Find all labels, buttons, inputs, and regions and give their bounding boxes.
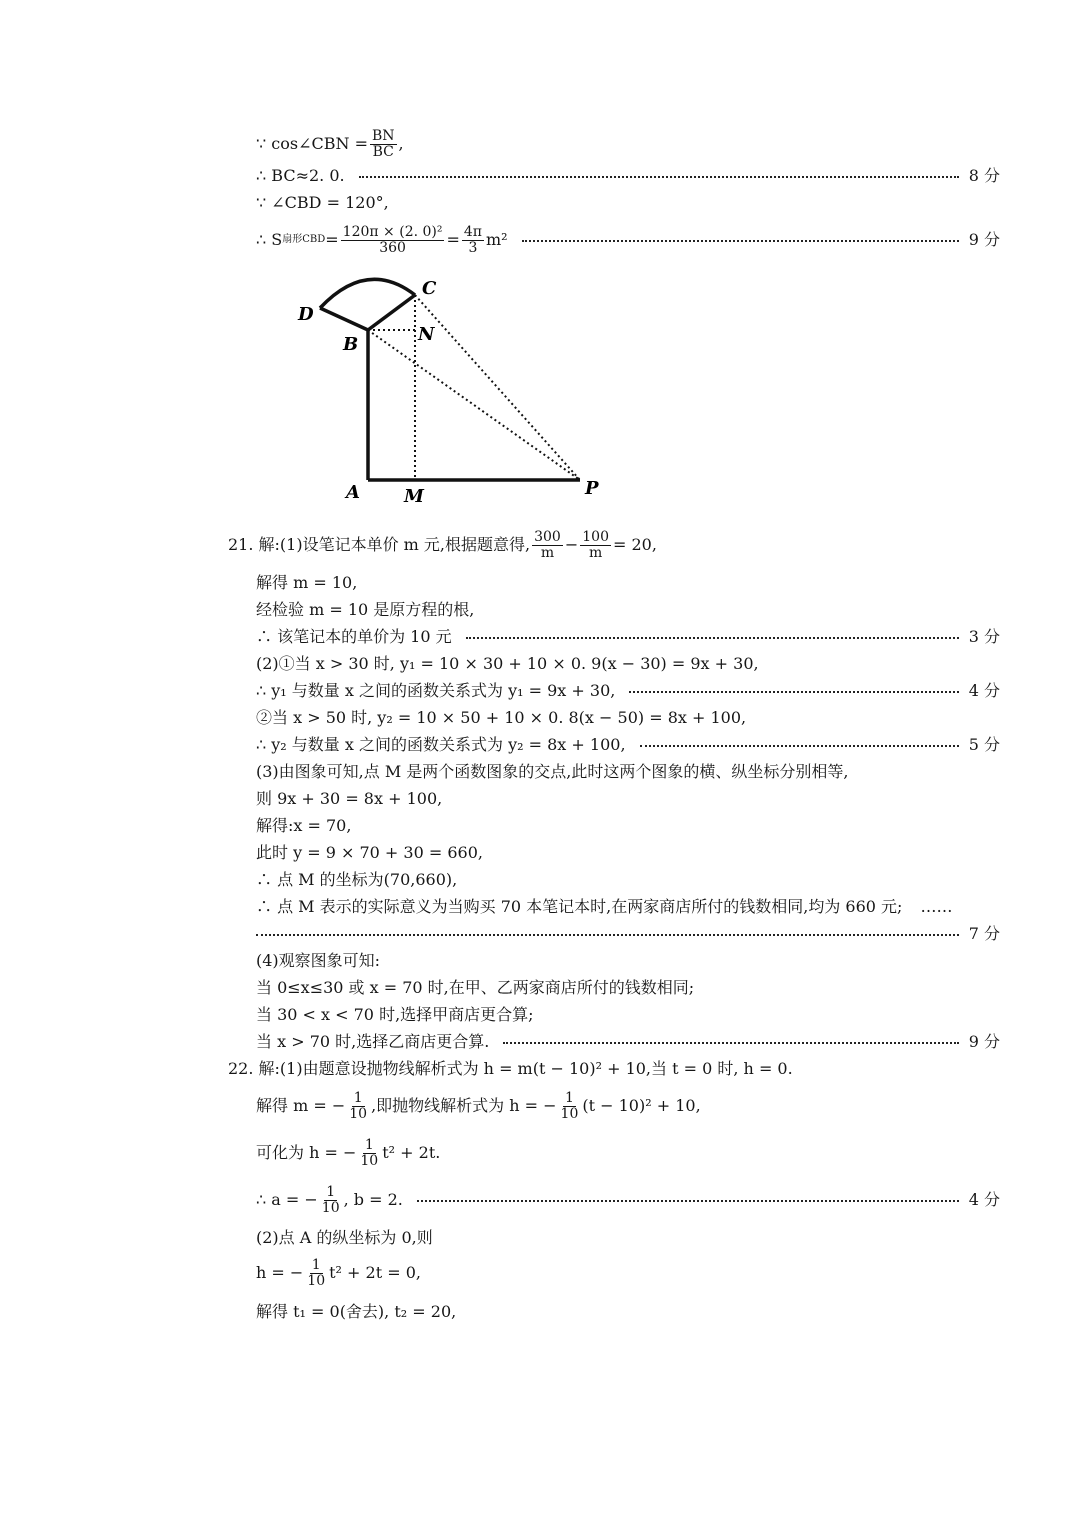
q22-header — [228, 1059, 1000, 1079]
q21-line — [256, 816, 1000, 836]
segment-cp — [415, 295, 580, 480]
denominator: 10 — [360, 1152, 379, 1169]
fraction-1-10 — [358, 1138, 380, 1169]
q21-line — [256, 762, 1000, 782]
leader-dots — [359, 174, 959, 178]
q22-line — [256, 1135, 1000, 1171]
q21-line — [256, 789, 1000, 809]
q21-line — [256, 924, 1000, 944]
segment-db — [320, 308, 368, 330]
text: ∴ y₂ 与数量 x 之间的函数关系式为 y₂ = 8x + 100, — [256, 735, 626, 754]
numerator: BN — [371, 127, 395, 144]
text: , b = 2. — [343, 1190, 403, 1209]
denominator: BC — [372, 143, 394, 160]
denominator: m — [540, 544, 555, 561]
numerator: 4π — [463, 223, 482, 240]
fraction-1-10 — [347, 1091, 369, 1122]
leader-dots — [256, 932, 959, 936]
text: h = − — [256, 1263, 304, 1282]
text: ∴ 该笔记本的单价为 10 元 — [256, 627, 452, 646]
text: 此时 y = 9 × 70 + 30 = 660, — [256, 843, 483, 862]
q21-line — [256, 1005, 1000, 1025]
text: t² + 2t = 0, — [329, 1263, 421, 1282]
leader-dots — [466, 635, 959, 639]
label-m: M — [404, 486, 424, 507]
geometry-figure — [290, 268, 620, 518]
numerator: 1 — [565, 1089, 574, 1106]
text: 当 0≤x≤30 或 x = 70 时,在甲、乙两家商店所付的钱数相同; — [256, 978, 695, 997]
text: (2)①当 x > 30 时, y₁ = 10 × 30 + 10 × 0. 9(x − 30) = 9x + 30, — [256, 654, 759, 673]
label-a: A — [346, 482, 360, 503]
score-label: 4 分 — [968, 1190, 1000, 1209]
text: 当 x > 70 时,选择乙商店更合算. — [256, 1032, 490, 1051]
label-b: B — [343, 334, 359, 355]
score-label: 9 分 — [968, 230, 1000, 249]
label-c: C — [422, 278, 437, 299]
denominator: 3 — [468, 239, 478, 256]
fraction-bn-bc — [370, 129, 397, 160]
score-label: 7 分 — [968, 924, 1000, 943]
denominator: 10 — [321, 1199, 340, 1216]
text: − — [564, 535, 579, 554]
text: 解得:x = 70, — [256, 816, 352, 835]
line-angle-cbd — [256, 193, 1000, 213]
text: ∴ y₁ 与数量 x 之间的函数关系式为 y₁ = 9x + 30, — [256, 681, 616, 700]
q21-line — [256, 978, 1000, 998]
numerator: 300 — [534, 528, 561, 545]
line-sector-area — [256, 222, 1000, 258]
text: 则 9x + 30 = 8x + 100, — [256, 789, 443, 808]
q21-line — [256, 897, 1000, 917]
q21-header — [228, 527, 1000, 563]
numerator: 120π × (2. 0)² — [342, 223, 443, 240]
fraction-4pi-3 — [462, 225, 484, 256]
text: (3)由图象可知,点 M 是两个函数图象的交点,此时这两个图象的横、纵坐标分别相等, — [256, 762, 849, 781]
q22-line — [256, 1302, 1000, 1322]
segment-bp — [368, 330, 580, 480]
q21-line — [256, 843, 1000, 863]
numerator: 1 — [353, 1089, 363, 1106]
text: (2)点 A 的纵坐标为 0,则 — [256, 1228, 433, 1247]
fraction-300-m — [532, 530, 563, 561]
numerator: 100 — [582, 528, 609, 545]
q22-line — [256, 1182, 1000, 1218]
leader-dots — [503, 1040, 958, 1044]
numerator: 1 — [364, 1136, 374, 1153]
q21-line — [256, 654, 1000, 674]
text: 当 30 < x < 70 时,选择甲商店更合算; — [256, 1005, 534, 1024]
leader-dots — [629, 689, 958, 693]
text: 可化为 h = − — [256, 1143, 357, 1162]
text: = 20, — [612, 535, 657, 554]
text: 22. 解:(1)由题意设抛物线解析式为 h = m(t − 10)² + 10,当 t = 0 时, h = 0. — [228, 1059, 793, 1078]
denominator: 360 — [379, 239, 406, 256]
text: 解得 t₁ = 0(舍去), t₂ = 20, — [256, 1302, 457, 1321]
leader-dots — [522, 238, 959, 242]
text: 解得 m = 10, — [256, 573, 358, 592]
text: 解得 m = − — [256, 1096, 346, 1115]
text: ∴ 点 M 的坐标为(70,660), — [256, 870, 458, 889]
text: 经检验 m = 10 是原方程的根, — [256, 600, 475, 619]
subscript: 扇形CBD — [282, 234, 326, 245]
leader-dots — [417, 1198, 959, 1202]
line-cos-cbn — [256, 126, 1000, 162]
q21-line — [256, 681, 1000, 701]
fraction-sector — [341, 225, 445, 256]
text: ∵ cos∠CBN = — [256, 134, 368, 153]
text: 21. 解:(1)设笔记本单价 m 元,根据题意得, — [228, 535, 531, 554]
text: , — [398, 134, 404, 153]
score-label: 3 分 — [968, 627, 1000, 646]
denominator: 10 — [349, 1105, 368, 1122]
q22-line — [256, 1088, 1000, 1124]
denominator: m — [588, 544, 603, 561]
q21-line — [256, 870, 1000, 890]
numerator: 1 — [326, 1183, 336, 1200]
label-d: D — [298, 304, 314, 325]
score-label: 8 分 — [968, 166, 1000, 185]
text: ∵ ∠CBD = 120°, — [256, 193, 389, 212]
text: = — [325, 230, 339, 249]
fraction-100-m — [580, 530, 611, 561]
denominator: 10 — [560, 1105, 579, 1122]
text: = — [446, 230, 460, 249]
text: t² + 2t. — [382, 1143, 441, 1162]
denominator: 10 — [307, 1272, 326, 1289]
text: …… — [920, 897, 953, 916]
q21-line — [256, 951, 1000, 971]
text: ∴ a = − — [256, 1190, 318, 1209]
text: (4)观察图象可知: — [256, 951, 381, 970]
text: ∴ 点 M 表示的实际意义为当购买 70 本笔记本时,在两家商店所付的钱数相同,均为 660 元; — [256, 897, 903, 916]
text: ,即抛物线解析式为 h = − — [371, 1096, 557, 1115]
q21-line — [256, 600, 1000, 620]
q22-line — [256, 1228, 1000, 1248]
text: ∴ BC≈2. 0. — [256, 166, 345, 185]
segment-bc — [368, 295, 415, 330]
fraction-1-10 — [559, 1091, 581, 1122]
q21-line — [256, 1032, 1000, 1052]
score-label: 4 分 — [968, 681, 1000, 700]
label-n: N — [418, 324, 435, 345]
score-label: 9 分 — [968, 1032, 1000, 1051]
line-bc — [256, 166, 1000, 186]
label-p: P — [585, 478, 599, 499]
q22-line — [256, 1255, 1000, 1291]
numerator: 1 — [311, 1256, 321, 1273]
q21-line — [256, 708, 1000, 728]
text: m² — [486, 230, 508, 249]
q21-line — [256, 573, 1000, 593]
fraction-1-10 — [320, 1185, 342, 1216]
text: ∴ S — [256, 230, 283, 249]
q21-line — [256, 627, 1000, 647]
text: ②当 x > 50 时, y₂ = 10 × 50 + 10 × 0. 8(x − 50) = 8x + 100, — [256, 708, 747, 727]
fraction-1-10 — [305, 1258, 327, 1289]
text: (t − 10)² + 10, — [582, 1096, 701, 1115]
leader-dots — [640, 743, 959, 747]
q21-line — [256, 735, 1000, 755]
score-label: 5 分 — [968, 735, 1000, 754]
